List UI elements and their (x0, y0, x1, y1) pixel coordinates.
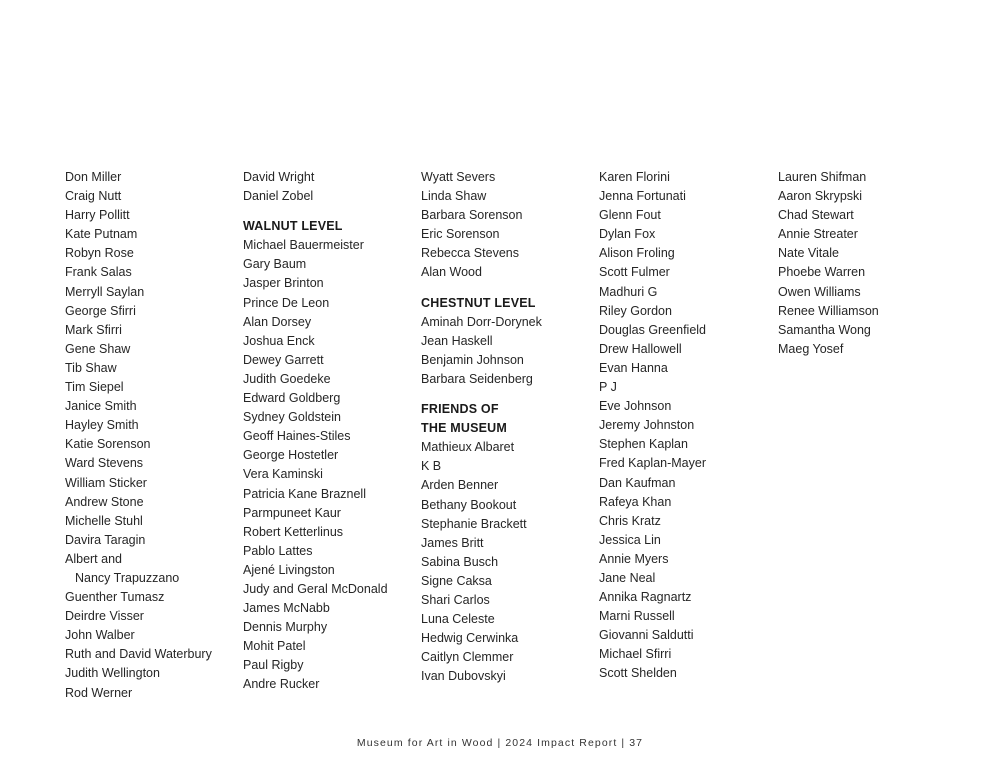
donor-name: James Britt (421, 535, 484, 550)
donor-column-5 (778, 168, 953, 359)
donor-name: Eve Johnson (599, 399, 672, 414)
donor-name: Robert Ketterlinus (243, 524, 344, 539)
donor-name: Don Miller (65, 170, 122, 184)
donor-name: Gene Shaw (65, 341, 131, 356)
donor-name: Alison Froling (599, 246, 675, 261)
donor-name: Dylan Fox (599, 227, 656, 242)
donor-name: Lauren Shifman (778, 170, 867, 184)
donor-name: Ward Stevens (65, 456, 144, 471)
donor-name: Sydney Goldstein (243, 410, 341, 425)
donor-name: Annie Myers (599, 551, 669, 566)
donor-name: Ivan Dubovskyi (421, 669, 506, 684)
donor-name: Drew Hallowell (599, 341, 682, 356)
donor-name: Harry Pollitt (65, 208, 130, 223)
donor-name: Annika Ragnartz (599, 590, 692, 605)
donor-name: Glenn Fout (599, 208, 661, 223)
donor-name: Renee Williamson (778, 303, 879, 318)
donor-column-1 (65, 168, 240, 703)
donor-name: Hedwig Cerwinka (421, 631, 519, 646)
donor-name: Kate Putnam (65, 227, 138, 242)
donor-name: Jeremy Johnston (599, 418, 695, 433)
donor-name: Aaron Skrypski (778, 189, 863, 204)
donor-name: Davira Taragin (65, 532, 146, 547)
donor-name: Dennis Murphy (243, 620, 328, 635)
donor-column-2 (243, 168, 418, 695)
donor-name: Alan Dorsey (243, 314, 312, 329)
donor-name: Deirdre Visser (65, 609, 144, 624)
donor-name: Guenther Tumasz (65, 590, 165, 605)
donor-name: Andre Rucker (243, 677, 320, 692)
donor-name: Prince De Leon (243, 295, 330, 310)
donor-name: Arden Benner (421, 478, 499, 493)
donor-name: Karen Florini (599, 170, 670, 184)
donor-name: George Sfirri (65, 303, 136, 318)
donor-name: Barbara Sorenson (421, 208, 523, 223)
donor-name: Scott Shelden (599, 666, 677, 681)
donor-name: Fred Kaplan-Mayer (599, 456, 706, 471)
donor-name: Mark Sfirri (65, 322, 122, 337)
donor-name: Evan Hanna (599, 360, 668, 375)
page-footer: Museum for Art in Wood | 2024 Impact Report | 37 (356, 737, 644, 749)
donor-name: David Wright (243, 170, 315, 184)
donor-name: Mathieux Albaret (421, 440, 515, 455)
donor-name: Michael Sfirri (599, 647, 672, 662)
donor-name: Riley Gordon (599, 303, 672, 318)
donor-name: Barbara Seidenberg (421, 371, 533, 386)
donor-level-heading: WALNUT LEVEL (243, 219, 343, 234)
donor-name: Giovanni Saldutti (599, 628, 694, 643)
donor-name: Bethany Bookout (421, 497, 517, 512)
donor-name: Judy and Geral McDonald (243, 581, 388, 596)
donor-name: Alan Wood (421, 265, 482, 280)
donor-level-heading: FRIENDS OF (421, 402, 499, 417)
donor-name: Owen Williams (778, 284, 861, 299)
donor-name: George Hostetler (243, 448, 339, 463)
donor-name: Ruth and David Waterbury (65, 647, 212, 662)
donor-name: Robyn Rose (65, 246, 134, 261)
donor-name: Jean Haskell (421, 333, 493, 348)
donor-name: Rebecca Stevens (421, 246, 519, 261)
donor-name: Signe Caksa (421, 573, 492, 588)
donor-name: Gary Baum (243, 257, 307, 272)
donor-name: Joshua Enck (243, 333, 315, 348)
donor-name: James McNabb (243, 601, 330, 616)
donor-name: P J (599, 380, 617, 395)
donor-name: Tim Siepel (65, 380, 124, 395)
donor-name: Aminah Dorr-Dorynek (421, 314, 542, 329)
donor-name: Stephanie Brackett (421, 516, 527, 531)
donor-name: Benjamin Johnson (421, 352, 524, 367)
donor-name: Tib Shaw (65, 360, 117, 375)
donor-name: Merryll Saylan (65, 284, 145, 299)
donor-name: Hayley Smith (65, 418, 139, 433)
donor-name: Chad Stewart (778, 208, 854, 223)
donor-name: Scott Fulmer (599, 265, 670, 280)
donor-name: John Walber (65, 628, 135, 643)
donor-name: Madhuri G (599, 284, 658, 299)
donor-name: Geoff Haines-Stiles (243, 429, 351, 444)
donor-name: Andrew Stone (65, 494, 144, 509)
donor-name: Judith Goedeke (243, 371, 331, 386)
donor-column-3 (421, 168, 596, 686)
donor-name: Michelle Stuhl (65, 513, 143, 528)
donor-name: Patricia Kane Braznell (243, 486, 366, 501)
donor-name: Shari Carlos (421, 592, 490, 607)
donor-level-heading: CHESTNUT LEVEL (421, 295, 536, 310)
donor-name: Craig Nutt (65, 189, 122, 204)
donor-name: Dan Kaufman (599, 475, 676, 490)
donor-name: Parmpuneet Kaur (243, 505, 341, 520)
donor-name: Ajené Livingston (243, 562, 335, 577)
donor-name: Edward Goldberg (243, 391, 341, 406)
donor-name: Judith Wellington (65, 666, 160, 681)
donor-name: Linda Shaw (421, 189, 487, 204)
donor-name: Samantha Wong (778, 322, 871, 337)
donor-name: Daniel Zobel (243, 189, 314, 204)
donor-name: Caitlyn Clemmer (421, 650, 514, 665)
donor-name: Stephen Kaplan (599, 437, 688, 452)
donor-name: Vera Kaminski (243, 467, 323, 482)
donor-name: Paul Rigby (243, 658, 304, 673)
donor-name: Douglas Greenfield (599, 322, 707, 337)
donor-name: Jane Neal (599, 570, 656, 585)
donor-name: Frank Salas (65, 265, 132, 280)
donor-name: Chris Kratz (599, 513, 661, 528)
donor-name: Rod Werner (65, 685, 133, 700)
donor-name: Dewey Garrett (243, 352, 324, 367)
donor-name: Nate Vitale (778, 246, 839, 261)
donor-name: Phoebe Warren (778, 265, 866, 280)
donor-name: Marni Russell (599, 609, 675, 624)
donor-name: K B (421, 459, 442, 474)
donor-name: Eric Sorenson (421, 227, 500, 242)
donor-name: Rafeya Khan (599, 494, 672, 509)
donor-name: William Sticker (65, 475, 147, 490)
donor-name: Janice Smith (65, 399, 137, 414)
donor-name: Maeg Yosef (778, 341, 844, 356)
donor-column-4 (599, 168, 774, 684)
donor-name: Albert and (65, 551, 122, 566)
donor-name: Annie Streater (778, 227, 858, 242)
donor-name: Michael Bauermeister (243, 238, 364, 253)
donor-name: Katie Sorenson (65, 437, 151, 452)
donor-name: Sabina Busch (421, 554, 499, 569)
donor-name: Jasper Brinton (243, 276, 324, 291)
donor-name: Jenna Fortunati (599, 189, 686, 204)
donor-name: Mohit Patel (243, 639, 306, 654)
donor-level-heading: THE MUSEUM (421, 421, 508, 436)
donor-name: Luna Celeste (421, 612, 495, 627)
donor-name: Pablo Lattes (243, 543, 313, 558)
donor-name: Jessica Lin (599, 532, 661, 547)
donor-name: Nancy Trapuzzano (75, 570, 180, 585)
donor-name: Wyatt Severs (421, 170, 496, 184)
